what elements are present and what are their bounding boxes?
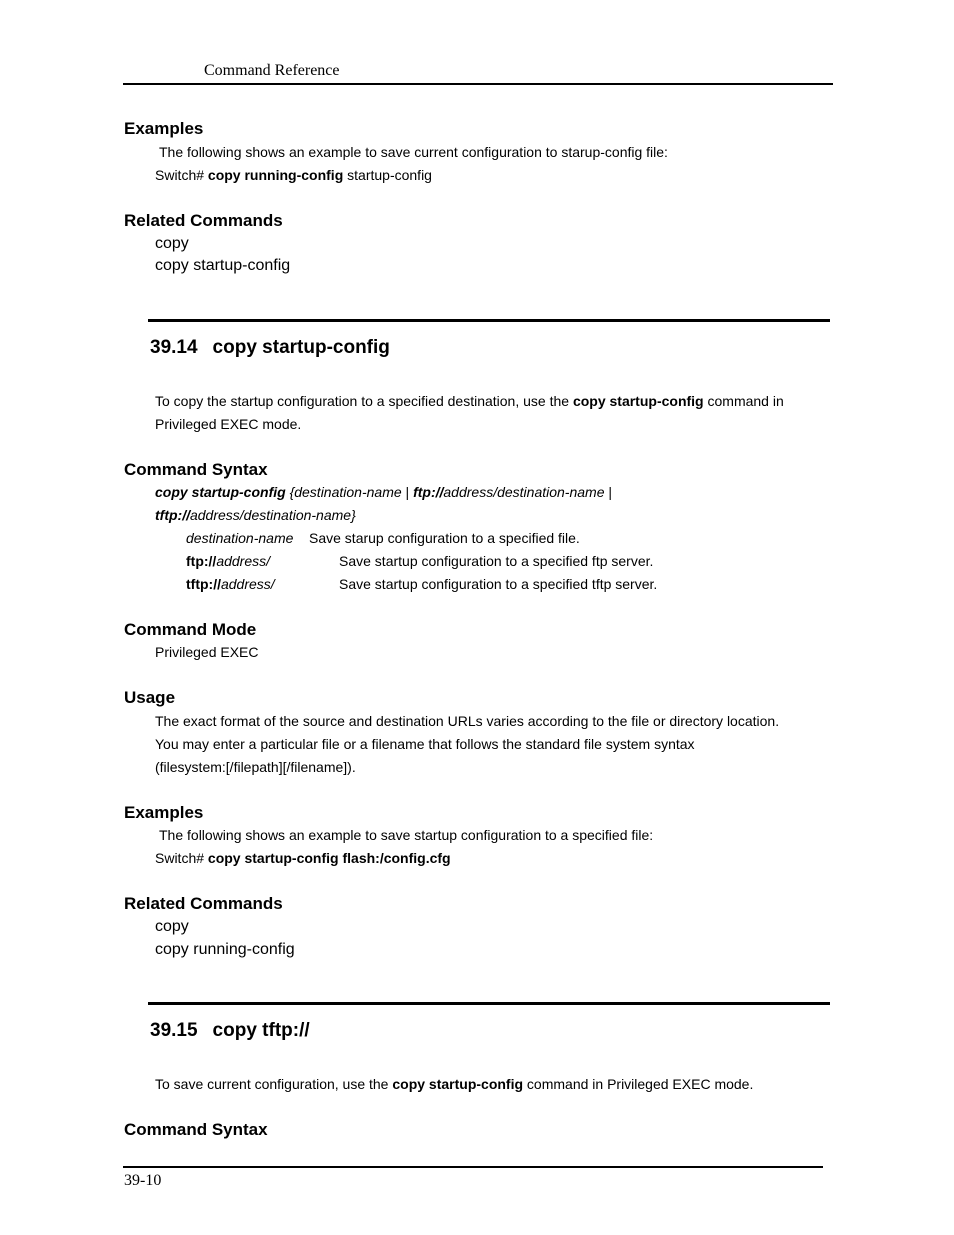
section-title-text: copy startup-config <box>212 337 390 358</box>
examples-heading: Examples <box>124 119 204 138</box>
related-command-item: copy <box>155 235 189 252</box>
intro-command: copy startup-config <box>392 1076 524 1092</box>
command-mode-text: Privileged EXEC <box>155 644 259 660</box>
related-command-item: copy running-config <box>155 941 295 958</box>
section-number: 39.15 <box>150 1020 198 1041</box>
example-command: copy running-config <box>207 167 344 183</box>
param-name-protocol: ftp:// <box>186 553 217 569</box>
param-name-protocol: tftp:// <box>186 576 221 592</box>
examples-description: The following shows an example to save startup configuration to a specified file: <box>159 827 654 843</box>
syntax-line-1 <box>155 484 612 500</box>
section-title <box>150 1020 310 1042</box>
command-syntax-heading: Command Syntax <box>124 460 268 479</box>
running-header: Command Reference <box>204 62 340 79</box>
related-command-item: copy startup-config <box>155 257 291 274</box>
param-description: Save startup configuration to a specified tftp server. <box>339 576 658 592</box>
usage-line: You may enter a particular file or a filename that follows the standard file system syntax <box>155 736 695 752</box>
related-commands-heading: Related Commands <box>124 894 283 913</box>
syntax-line-2 <box>155 507 356 523</box>
section-title <box>150 337 390 359</box>
example-prompt: Switch# <box>155 167 205 183</box>
syntax-tftp: tftp:// <box>155 507 190 523</box>
example-prompt: Switch# <box>155 850 205 866</box>
header-rule <box>123 83 833 85</box>
syntax-ftp-path: address/destination-name <box>443 484 605 500</box>
param-description: Save starup configuration to a specified file. <box>309 530 580 546</box>
section-number: 39.14 <box>150 337 198 358</box>
intro-text-end: command in <box>707 393 784 409</box>
page-number: 39-10 <box>124 1172 162 1189</box>
section-intro <box>155 1076 753 1092</box>
syntax-ftp: ftp:// <box>413 484 444 500</box>
syntax-tftp-path: address/destination-name} <box>189 507 356 523</box>
examples-heading: Examples <box>124 803 204 822</box>
param-row <box>186 530 293 546</box>
section-intro <box>155 393 784 409</box>
command-mode-heading: Command Mode <box>124 620 257 639</box>
related-commands-heading: Related Commands <box>124 211 283 230</box>
syntax-pipe: | <box>608 484 613 500</box>
example-command-line <box>155 167 432 183</box>
param-name: destination-name <box>186 530 294 546</box>
related-command-item: copy <box>155 918 189 935</box>
syntax-destination: {destination-name <box>289 484 402 500</box>
footer-rule <box>123 1166 823 1168</box>
example-command: copy startup-config flash:/config.cfg <box>207 850 451 866</box>
usage-line: The exact format of the source and destination URLs varies according to the file or directory location. <box>155 713 780 729</box>
section-title-text: copy tftp:// <box>212 1020 310 1041</box>
usage-heading: Usage <box>124 688 176 707</box>
param-name: address/ <box>220 576 275 592</box>
example-argument: startup-config <box>347 167 432 183</box>
section-rule <box>148 1002 830 1005</box>
intro-text-end: command in Privileged EXEC mode. <box>526 1076 754 1092</box>
param-name: address/ <box>216 553 271 569</box>
example-command-line <box>155 850 451 866</box>
intro-text: To copy the startup configuration to a specified destination, use the <box>155 393 570 409</box>
param-description: Save startup configuration to a specified ftp server. <box>339 553 654 569</box>
intro-text: To save current configuration, use the <box>155 1076 389 1092</box>
section-intro-line2: Privileged EXEC mode. <box>155 416 302 432</box>
usage-line: (filesystem:[/filepath][/filename]). <box>155 759 356 775</box>
examples-description: The following shows an example to save current configuration to starup-config file: <box>159 144 668 160</box>
param-row <box>186 576 275 592</box>
command-syntax-heading: Command Syntax <box>124 1120 268 1139</box>
syntax-pipe: | <box>405 484 410 500</box>
section-rule <box>148 319 830 322</box>
syntax-command: copy startup-config <box>155 484 286 500</box>
param-row <box>186 553 270 569</box>
intro-command: copy startup-config <box>572 393 704 409</box>
